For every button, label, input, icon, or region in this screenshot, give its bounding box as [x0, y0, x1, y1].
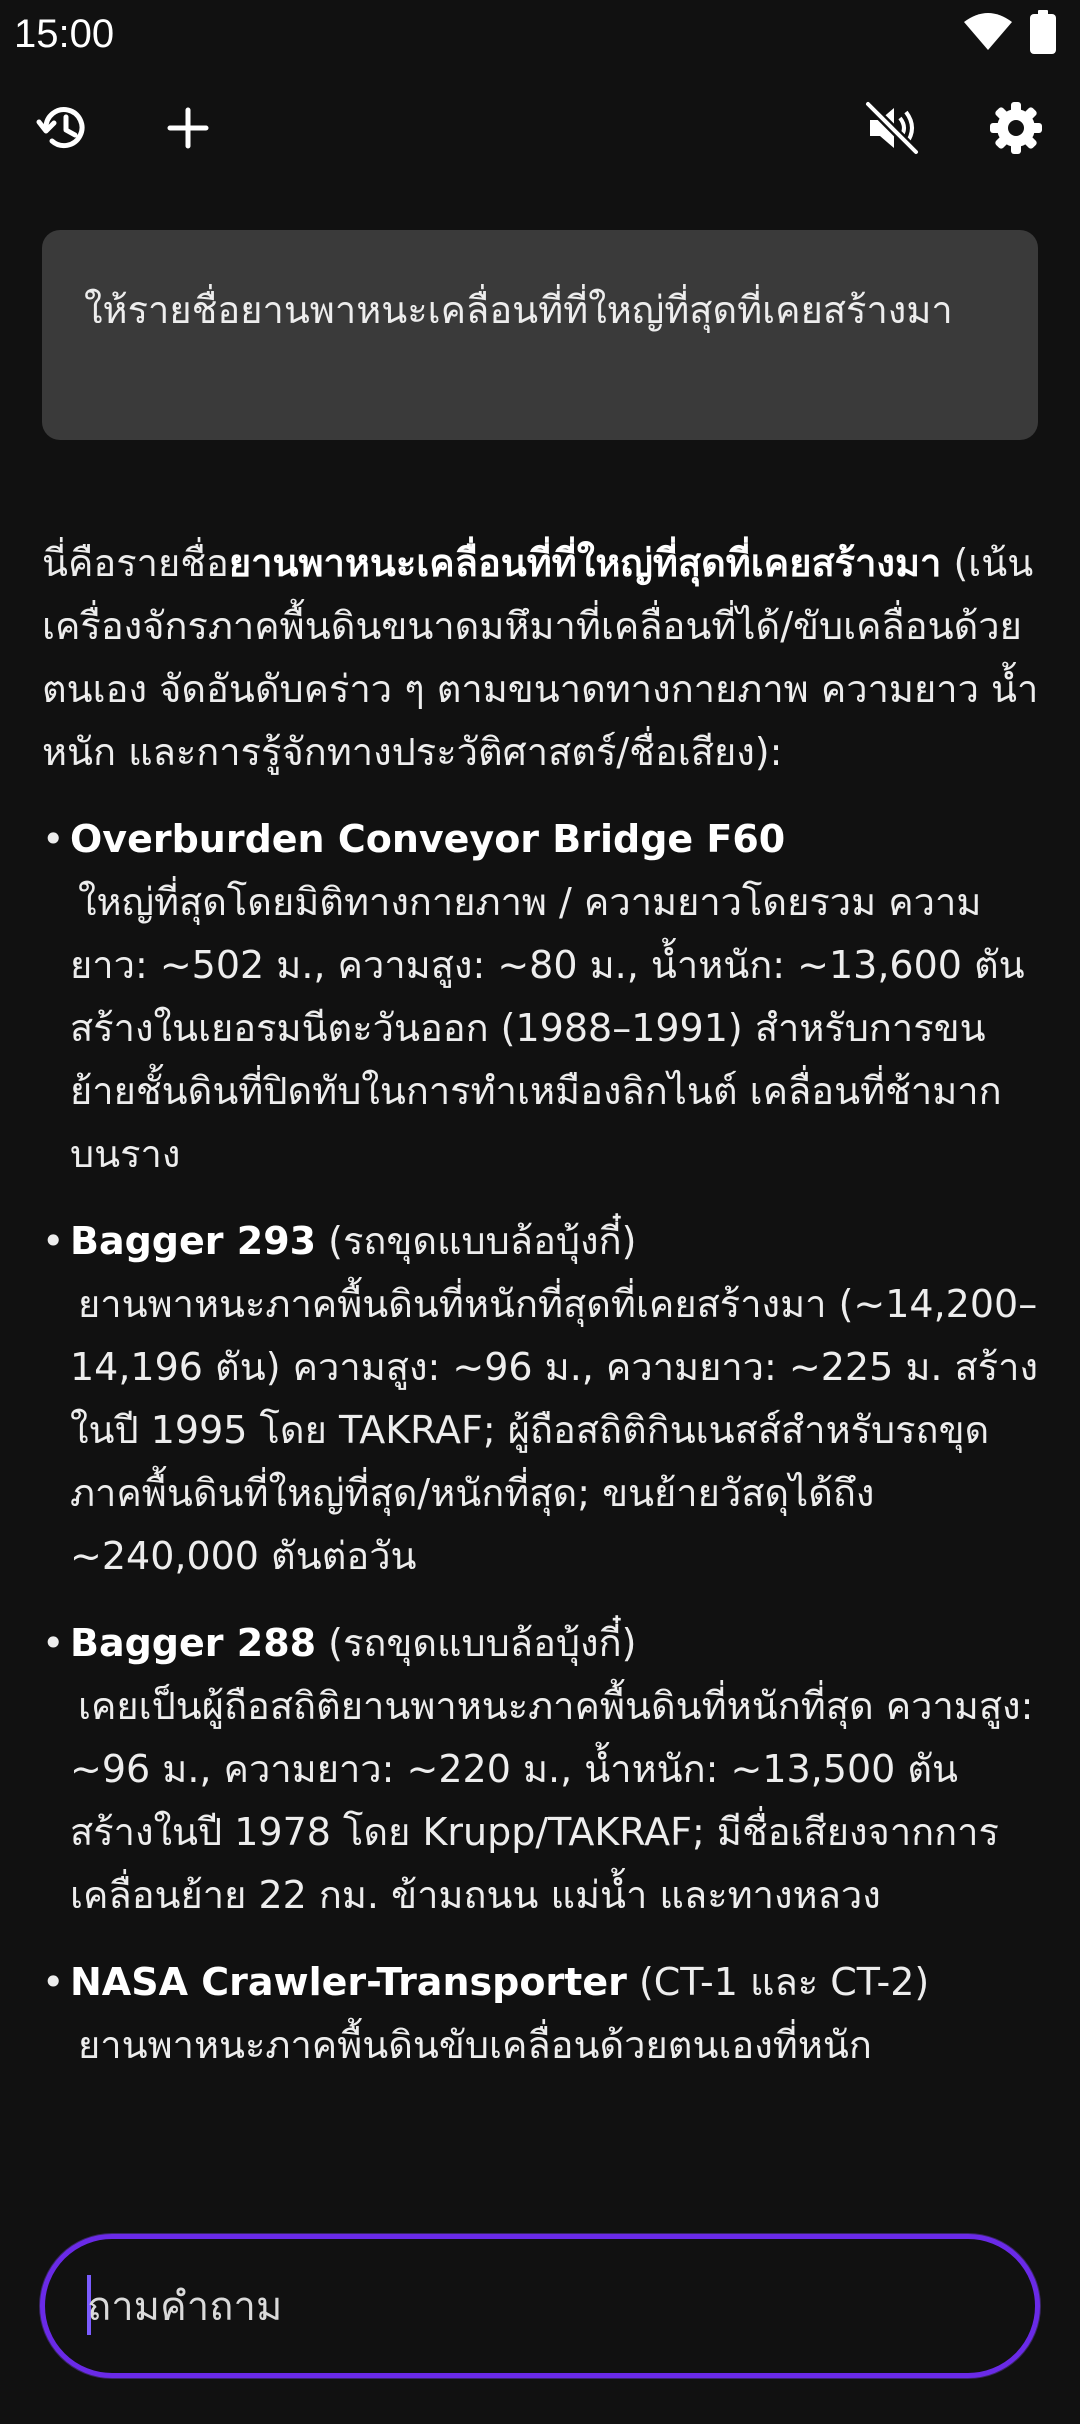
- item-title: Bagger 293: [70, 1219, 317, 1263]
- item-subtitle: (CT-1 และ CT-2): [626, 1960, 930, 2004]
- settings-icon: [988, 100, 1044, 160]
- question-input[interactable]: [85, 2269, 989, 2345]
- answer-intro-bold: ยานพาหนะเคลื่อนที่ที่ใหญ่ที่สุดที่เคยสร้างมา: [228, 541, 942, 585]
- toolbar: [0, 80, 1080, 170]
- mute-button[interactable]: [852, 90, 932, 170]
- list-item: [42, 808, 1042, 1186]
- new-chat-button[interactable]: [148, 90, 228, 170]
- bullet-icon: •: [42, 1621, 65, 1665]
- answer-intro-suffix: (เน้นเครื่องจักรภาคพื้นดินขนาดมหึมาที่เคลื่อนที่ได้/ขับเคลื่อนด้วยตนเอง จัดอันดับคร่าว ๆ ตามขนาดทางกายภาพ ความยาว น้ำหนัก และการรู้จักทางประวัติศาสตร์/ชื่อเสียง):: [42, 541, 1039, 774]
- mute-icon: [862, 98, 922, 162]
- item-description: ยานพาหนะภาคพื้นดินที่หนักที่สุดที่เคยสร้างมา (~14,200–14,196 ตัน) ความสูง: ~96 ม., ความยาว: ~225 ม. สร้างในปี 1995 โดย TAKRAF; ผู้ถือสถิติกินเนสส์สำหรับรถขุดภาคพื้นดินที่ใหญ่ที่สุด/หนักที่สุด; ขนย้ายวัสดุได้ถึง ~240,000 ตันต่อวัน: [70, 1282, 1039, 1578]
- vehicle-list: [42, 808, 1042, 2077]
- item-description: ยานพาหนะภาคพื้นดินขับเคลื่อนด้วยตนเองที่หนัก: [78, 2023, 872, 2067]
- item-title: NASA Crawler-Transporter: [70, 1960, 627, 2004]
- item-title: Overburden Conveyor Bridge F60: [70, 817, 786, 861]
- user-message-bubble: [42, 230, 1038, 440]
- list-item: [42, 1951, 1042, 2077]
- settings-button[interactable]: [976, 90, 1056, 170]
- assistant-answer: [42, 532, 1042, 2101]
- answer-intro: [42, 532, 1042, 784]
- add-icon: [164, 104, 212, 156]
- user-message-text: ให้รายชื่อยานพาหนะเคลื่อนที่ที่ใหญ่ที่สุดที่เคยสร้างมา: [84, 288, 953, 332]
- item-subtitle: (รถขุดแบบล้อบุ้งกี๋): [316, 1621, 637, 1665]
- wifi-icon: [962, 12, 1014, 56]
- status-icons: [962, 10, 1058, 58]
- list-item: [42, 1210, 1042, 1588]
- item-title: Bagger 288: [70, 1621, 317, 1665]
- answer-intro-prefix: นี่คือรายชื่อ: [42, 541, 229, 585]
- status-bar: [0, 0, 1080, 80]
- item-description: ใหญ่ที่สุดโดยมิติทางกายภาพ / ความยาวโดยรวม ความยาว: ~502 ม., ความสูง: ~80 ม., น้ำหนัก: ~13,600 ตัน สร้างในเยอรมนีตะวันออก (1988–1991) สำหรับการขนย้ายชั้นดินที่ปิดทับในการทำเหมืองลิกไนต์ เคลื่อนที่ช้ามากบนราง: [70, 880, 1025, 1176]
- battery-icon: [1028, 10, 1058, 58]
- list-item: [42, 1612, 1042, 1927]
- status-time: 15:00: [14, 12, 115, 56]
- item-description: เคยเป็นผู้ถือสถิติยานพาหนะภาคพื้นดินที่หนักที่สุด ความสูง: ~96 ม., ความยาว: ~220 ม., น้ำหนัก: ~13,500 ตัน สร้างในปี 1978 โดย Krupp/TAKRAF; มีชื่อเสียงจากการเคลื่อนย้าย 22 กม. ข้ามถนน แม่น้ำ และทางหลวง: [70, 1684, 1034, 1917]
- bullet-icon: •: [42, 1219, 65, 1263]
- item-subtitle: (รถขุดแบบล้อบุ้งกี๋): [316, 1219, 637, 1263]
- bullet-icon: •: [42, 817, 65, 861]
- bullet-icon: •: [42, 1960, 65, 2004]
- history-icon: [36, 100, 92, 160]
- question-input-container[interactable]: [40, 2234, 1040, 2378]
- history-button[interactable]: [24, 90, 104, 170]
